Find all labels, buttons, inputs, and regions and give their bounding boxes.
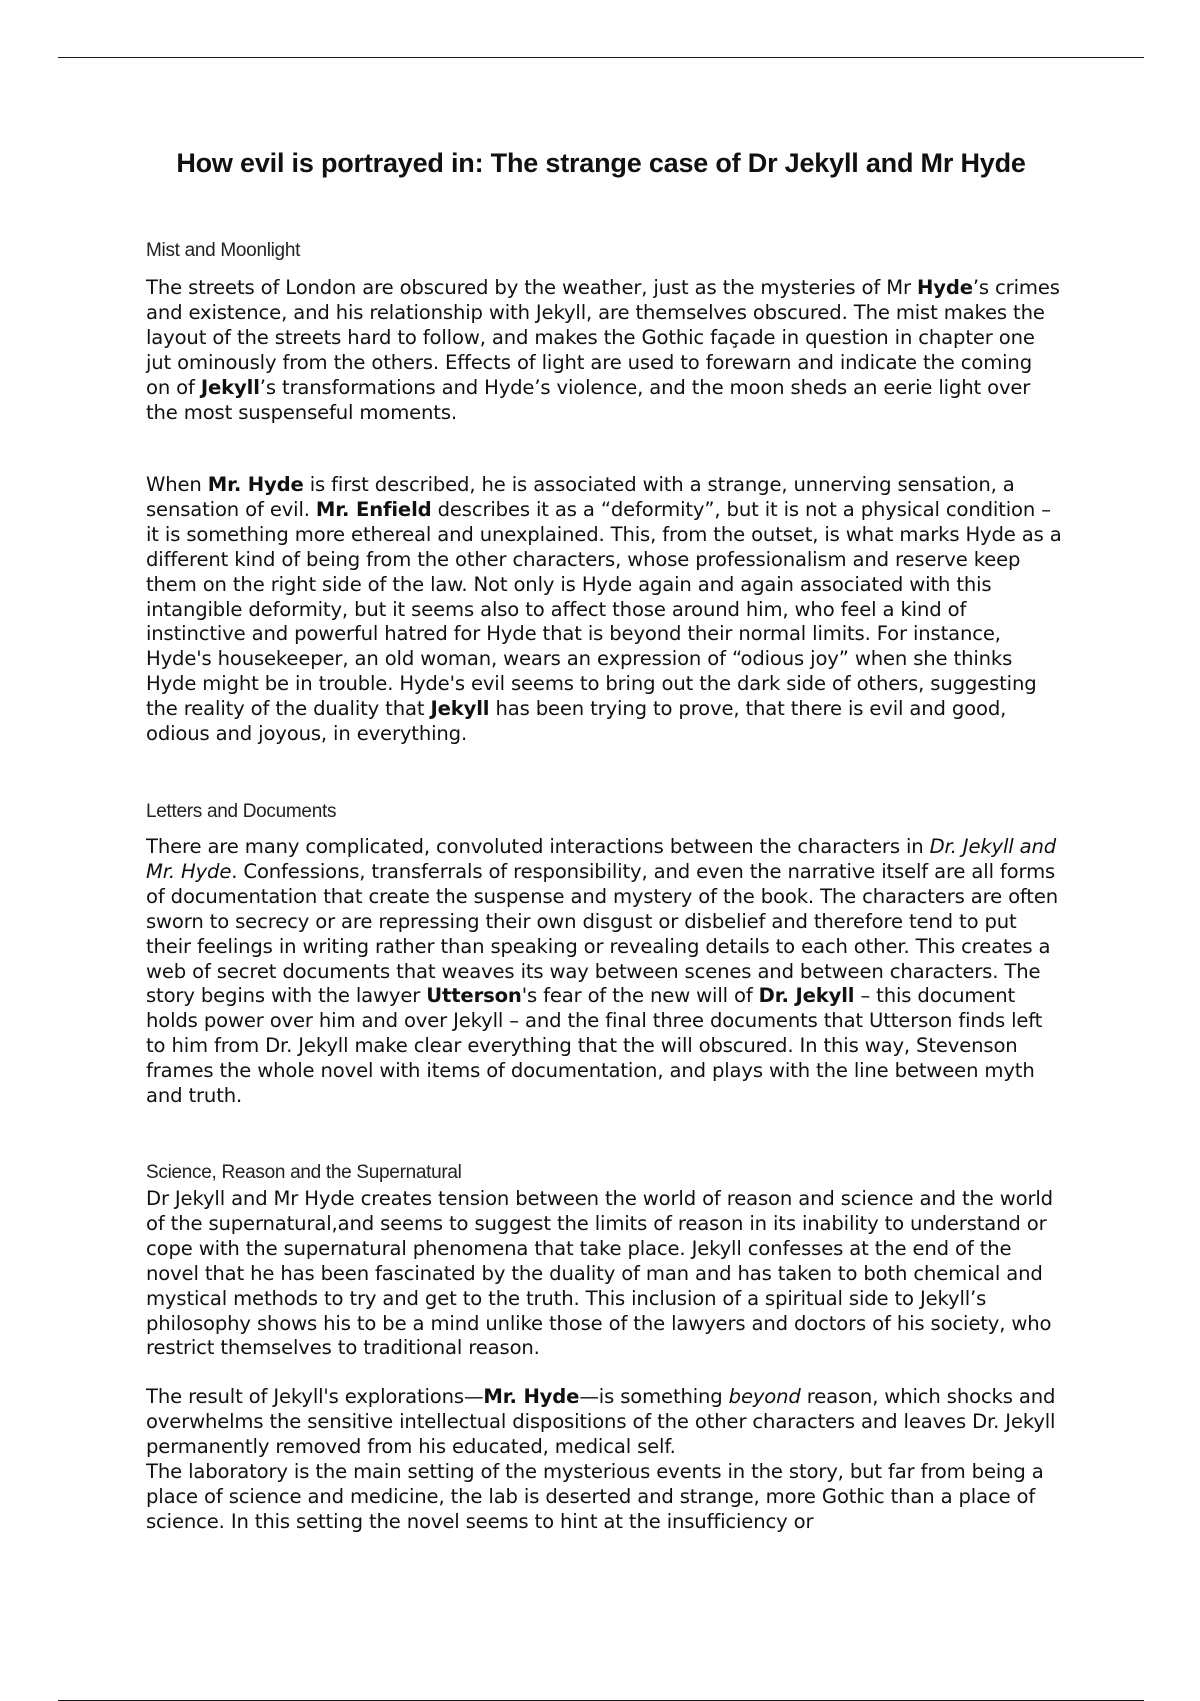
header-rule (58, 57, 1144, 58)
paragraph-mist-1: The streets of London are obscured by the weather, just as the mysteries of Mr Hyde’s crimes and existence, and his relationship with Jekyll, are themselves obscured. The mist makes the layout of the streets hard to follow, and makes the Gothic façade in question in chapter one jut ominously from the others. Effects of light are used to forewarn and indicate the coming on of Jekyll’s transformations and Hyde’s violence, and the moon sheds an eerie light over the most suspenseful moments. (146, 276, 1060, 424)
section-heading-science-reason-supernatural: Science, Reason and the Supernatural (146, 1162, 462, 1183)
paragraph-letters-1: There are many complicated, convoluted interactions between the characters in Dr. Jekyll and Mr. Hyde. Confessions, transferrals of responsibility, and even the narrative itself are all forms of documentation that create the suspense and mystery of the book. The characters are often sworn to secrecy or are repressing their own disgust or disbelief and therefore tend to put their feelings in writing rather than speaking or revealing details to each other. This creates a web of secret documents that weaves its way between scenes and between characters. The story begins with the lawyer Utterson's fear of the new will of Dr. Jekyll – this document holds power over him and over Jekyll – and the final three documents that Utterson finds left to him from Dr. Jekyll make clear everything that the will obscured. In this way, Stevenson frames the whole novel with items of documentation, and plays with the line between myth and truth. (146, 835, 1059, 1108)
section-heading-mist-and-moonlight: Mist and Moonlight (146, 240, 301, 261)
paragraph-science-3: The laboratory is the main setting of the mysterious events in the story, but far from being a place of science and medicine, the lab is deserted and strange, more Gothic than a place of science. In this setting the novel seems to hint at the insufficiency or (146, 1460, 1044, 1533)
paragraph-science-1: Dr Jekyll and Mr Hyde creates tension between the world of reason and science and the world of the supernatural,and seems to suggest the limits of reason in its inability to understand or cope with the supernatural phenomena that take place. Jekyll confesses at the end of the novel that he has been fascinated by the duality of man and has taken to both chemical and mystical methods to try and get to the truth. This inclusion of a spiritual side to Jekyll’s philosophy shows his to be a mind unlike those of the lawyers and doctors of his society, who restrict themselves to traditional reason. (146, 1187, 1053, 1360)
paragraph-mist-2: When Mr. Hyde is first described, he is associated with a strange, unnerving sensation, a sensation of evil. Mr. Enfield describes it as a “deformity”, but it is not a physical condition – it is something more ethereal and unexplained. This, from the outset, is what marks Hyde as a different kind of being from the other characters, whose professionalism and reserve keep them on the right side of the law. Not only is Hyde again and again associated with this intangible deformity, but it seems also to affect those around him, who feel a kind of instinctive and powerful hatred for Hyde that is beyond their normal limits. For instance, Hyde's housekeeper, an old woman, wears an expression of “odious joy” when she thinks Hyde might be in trouble. Hyde's evil seems to bring out the dark side of others, suggesting the reality of the duality that Jekyll has been trying to prove, that there is evil and good, odious and joyous, in everything. (146, 473, 1062, 746)
document-title: How evil is portrayed in: The strange case of Dr Jekyll and Mr Hyde (176, 148, 1026, 178)
section-heading-letters-and-documents: Letters and Documents (146, 801, 337, 822)
paragraph-science-2: The result of Jekyll's explorations—Mr. Hyde—is something beyond reason, which shocks and overwhelms the sensitive intellectual dispositions of the other characters and leaves Dr. Jekyll permanently removed from his educated, medical self. (146, 1385, 1056, 1458)
